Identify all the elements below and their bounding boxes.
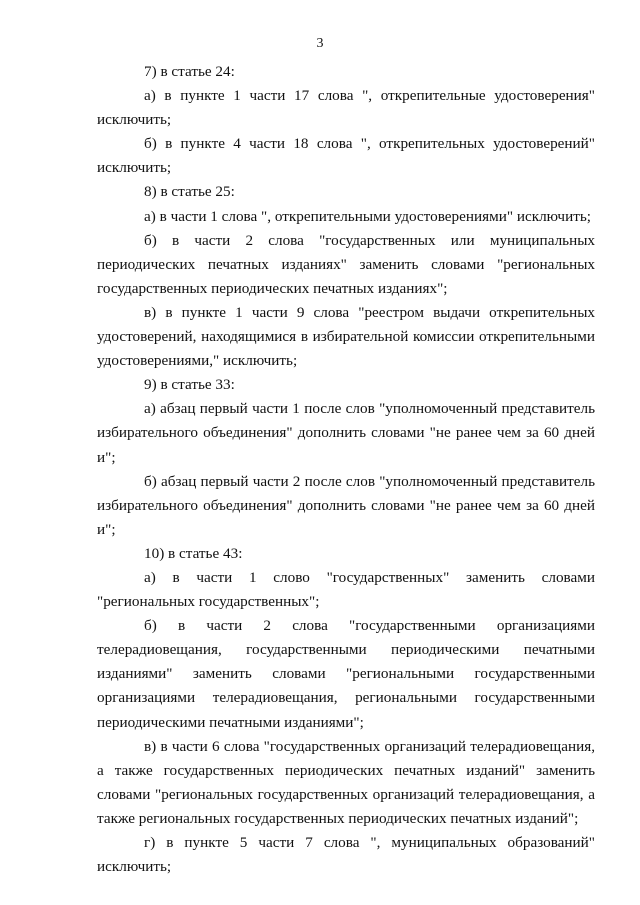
paragraph-43-v: в) в части 6 слова "государственных организаций телерадиовещания, а также государственных периодических печатных изданий" заменить словами "региональных государственных организаций телерадиовещания, а также региональных государственных периодических печатных изданий"; xyxy=(97,737,595,827)
paragraph-24-b: б) в пункте 4 части 18 слова ", открепительных удостоверений" исключить; xyxy=(97,135,595,177)
page-number: 3 xyxy=(316,36,324,51)
paragraph-25-a: а) в части 1 слова ", открепительными удостоверениями" исключить; xyxy=(144,207,591,225)
paragraph-25-b: б) в части 2 слова "государственных или муниципальных периодических печатных изданиях" заменить словами "региональных государственных периодических печатных изданиях"; xyxy=(97,231,595,297)
paragraph-article-33: 9) в статье 33: xyxy=(144,376,235,394)
paragraph-43-g: г) в пункте 5 части 7 слова ", муниципальных образований" исключить; xyxy=(97,834,595,876)
paragraph-33-b: б) абзац первый части 2 после слов "уполномоченный представитель избирательного объединения" дополнить словами "не ранее чем за 60 дней и"; xyxy=(97,472,595,538)
paragraph-43-b: б) в части 2 слова "государственными организациями телерадиовещания, государственными периодическими печатными изданиями" заменить словами "региональными государственными организациями телерадиовещания, региональными государственными периодическими печатными изданиями"; xyxy=(97,617,595,731)
paragraph-24-a: а) в пункте 1 части 17 слова ", открепительные удостоверения" исключить; xyxy=(97,87,595,129)
paragraph-25-v: в) в пункте 1 части 9 слова "реестром выдачи открепительных удостоверений, находящимися в избирательной комиссии открепительными удостоверениями," исключить; xyxy=(97,303,595,370)
paragraph-33-a: а) абзац первый части 1 после слов "уполномоченный представитель избирательного объединения" дополнить словами "не ранее чем за 60 дней и"; xyxy=(97,400,595,466)
paragraph-article-25: 8) в статье 25: xyxy=(144,183,235,201)
paragraph-article-24: 7) в статье 24: xyxy=(144,63,235,80)
paragraph-article-43: 10) в статье 43: xyxy=(144,544,243,562)
paragraph-43-a: а) в части 1 слово "государственных" заменить словами "региональных государственных"; xyxy=(97,568,595,611)
document-body xyxy=(97,60,595,879)
